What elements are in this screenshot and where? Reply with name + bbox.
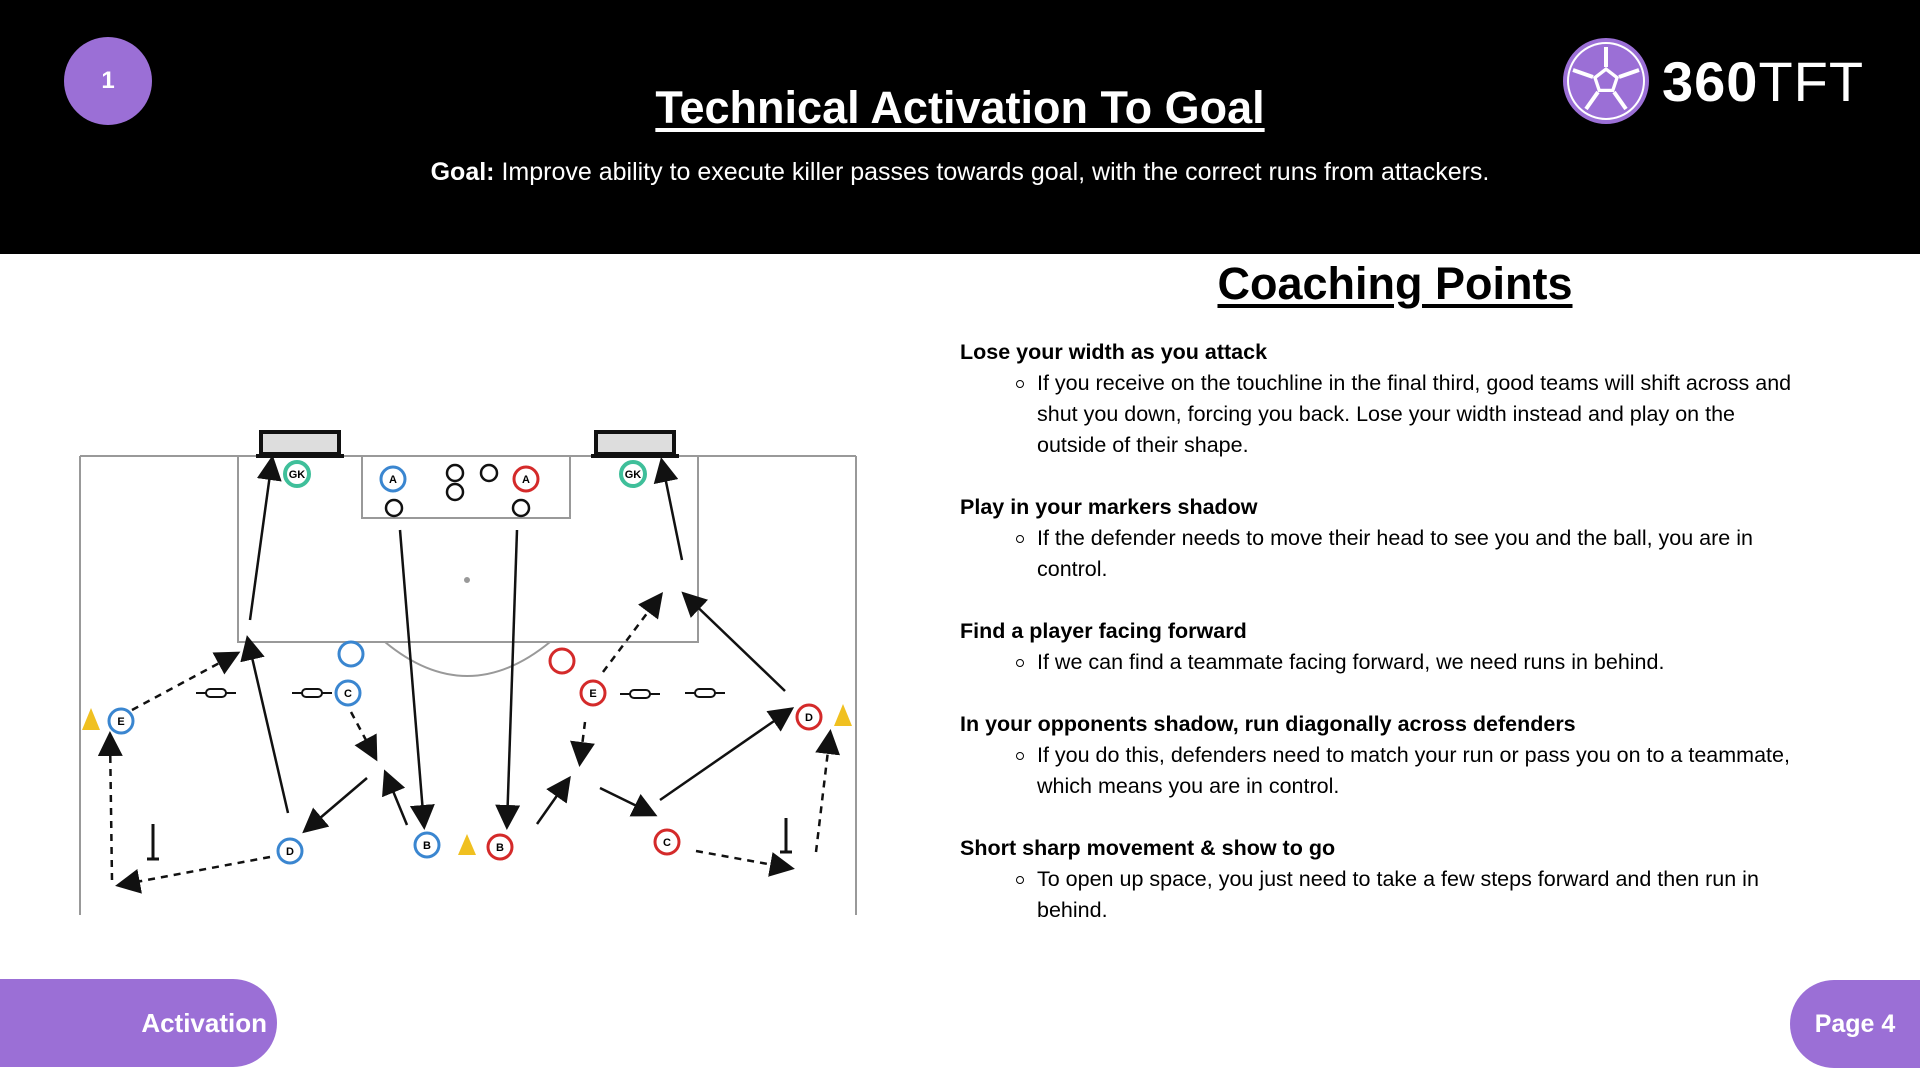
page-title: Technical Activation To Goal — [655, 82, 1265, 133]
coaching-point-detail — [960, 740, 1807, 802]
coaching-point-detail — [960, 523, 1807, 585]
player-red-d — [797, 705, 821, 729]
goal-left — [256, 432, 344, 456]
coaching-point-detail — [960, 647, 1807, 678]
svg-text:D: D — [286, 846, 294, 858]
bullet-icon — [1016, 659, 1024, 667]
player-red-c — [655, 830, 679, 854]
coaching-point — [960, 492, 1840, 585]
goal-label: Goal: — [430, 158, 495, 186]
goalkeeper-left — [285, 462, 309, 486]
logo-text — [1662, 49, 1864, 114]
coaching-point — [960, 833, 1840, 926]
goalkeeper-right — [621, 462, 645, 486]
goal-text: Improve ability to execute killer passes towards goal, with the correct runs from attackers. — [494, 158, 1490, 186]
coaching-point — [960, 616, 1840, 678]
player-blue-d — [278, 839, 302, 863]
soccer-ball-icon — [1562, 37, 1650, 125]
coaching-point-heading: In your opponents shadow, run diagonally across defenders — [960, 712, 1576, 736]
coaching-point-detail-text: If we can find a teammate facing forward, we need runs in behind. — [1037, 650, 1665, 674]
section-tab — [0, 979, 277, 1067]
page-number: 1 — [101, 67, 115, 94]
coaching-point-heading: Lose your width as you attack — [960, 340, 1268, 364]
page-tab — [1790, 980, 1920, 1068]
bullet-icon — [1016, 752, 1024, 760]
logo-text-light: TFT — [1758, 49, 1865, 113]
logo-text-bold: 360 — [1662, 49, 1759, 113]
section-label: Activation — [141, 1007, 267, 1038]
page-label: Page 4 — [1814, 1009, 1896, 1038]
goal-statement — [0, 158, 1920, 187]
coaching-point-detail-text: If you do this, defenders need to match your run or pass you on to a teammate, which means you are in control. — [1037, 743, 1790, 798]
svg-text:E: E — [117, 716, 125, 728]
coaching-point-heading: Play in your markers shadow — [960, 495, 1258, 519]
svg-text:A: A — [389, 474, 397, 486]
coaching-point-heading: Short sharp movement & show to go — [960, 836, 1336, 860]
drill-diagram — [60, 410, 870, 930]
coaching-point-detail — [960, 864, 1807, 926]
svg-text:GK: GK — [624, 469, 642, 481]
player-blue-empty — [339, 642, 363, 666]
coaching-point-detail-text: If the defender needs to move their head to see you and the ball, you are in control. — [1037, 526, 1753, 581]
player-red-e — [581, 681, 605, 705]
coaching-point — [960, 709, 1840, 802]
player-blue-c — [336, 681, 360, 705]
goal-right — [591, 432, 679, 456]
bullet-icon — [1016, 535, 1024, 543]
svg-text:GK: GK — [288, 469, 306, 481]
coaching-point-detail-text: To open up space, you just need to take a few steps forward and then run in behind. — [1037, 867, 1759, 922]
svg-text:D: D — [805, 712, 813, 724]
coaching-point-detail — [960, 368, 1807, 461]
player-blue-b — [415, 833, 439, 857]
player-red-b — [488, 835, 512, 859]
svg-text:E: E — [589, 688, 597, 700]
player-red-a — [514, 467, 538, 491]
svg-text:A: A — [522, 474, 530, 486]
bullet-icon — [1016, 380, 1024, 388]
coaching-points-list — [960, 337, 1840, 957]
svg-text:C: C — [663, 837, 671, 849]
coaching-point — [960, 337, 1840, 461]
coaching-point-detail-text: If you receive on the touchline in the final third, good teams will shift across and shut you down, forcing you back. Lose your width instead and play on the outside of their shape. — [1037, 371, 1792, 457]
brand-logo — [1562, 36, 1864, 126]
cones — [82, 704, 852, 855]
coaching-point-heading: Find a player facing forward — [960, 619, 1247, 643]
hurdles — [196, 689, 725, 698]
svg-text:B: B — [423, 840, 431, 852]
balls — [386, 465, 529, 516]
player-blue-e — [109, 709, 133, 733]
svg-text:B: B — [496, 842, 504, 854]
coaching-points-title: Coaching Points — [1217, 258, 1573, 309]
player-red-empty — [550, 649, 574, 673]
bullet-icon — [1016, 876, 1024, 884]
player-blue-a — [381, 467, 405, 491]
svg-text:C: C — [344, 688, 352, 700]
